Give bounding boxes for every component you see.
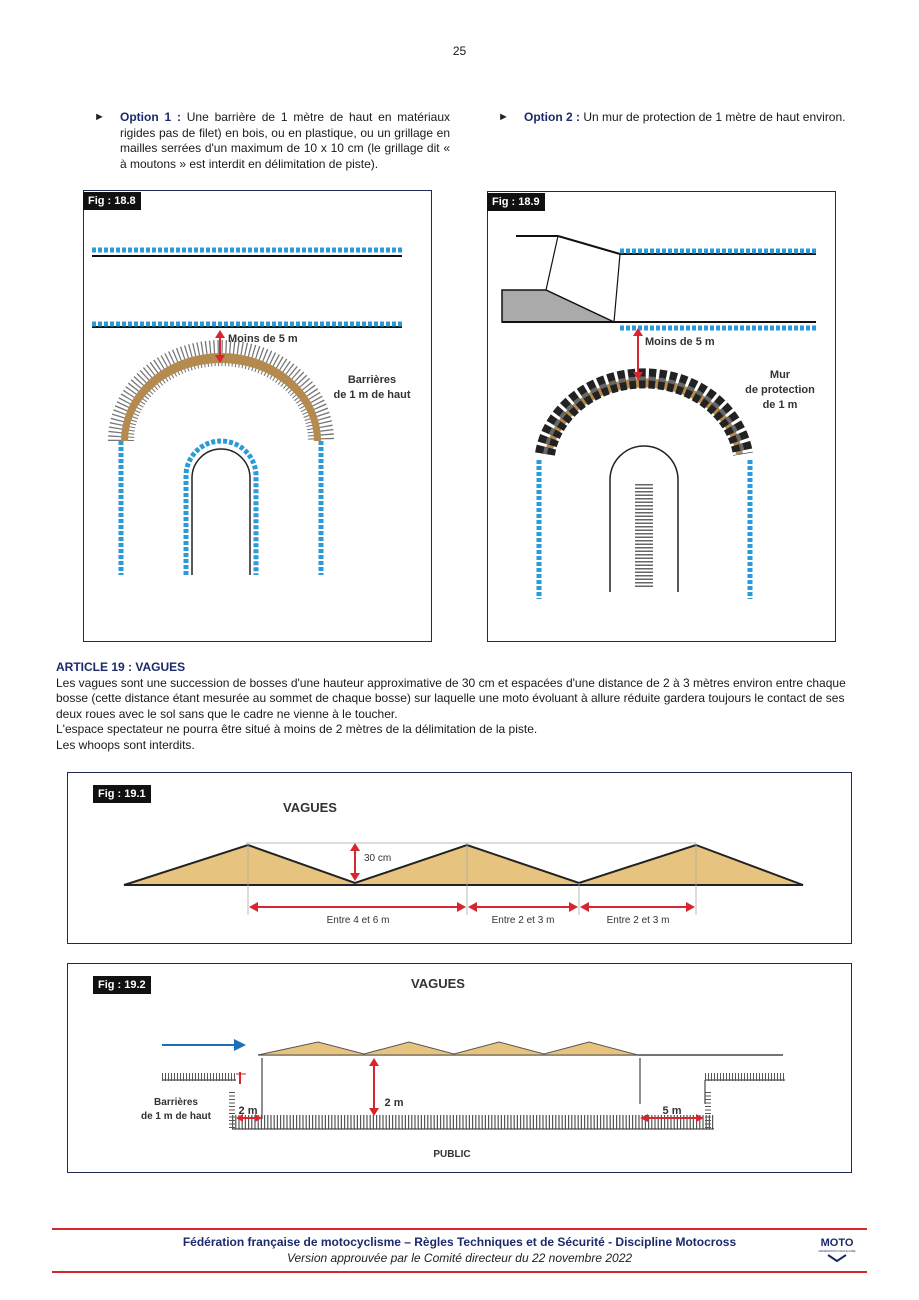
figure-19-1-drawing (68, 773, 850, 942)
barrier-label: de 1 m de haut (333, 389, 411, 401)
wave-profile (124, 845, 803, 885)
figure-18-9-drawing (488, 192, 834, 640)
dimension-label: Entre 2 et 3 m (491, 915, 555, 926)
figure-tag: Fig : 19.2 (93, 976, 151, 994)
distance-label: Moins de 5 m (645, 336, 715, 348)
option-2-label: Option 2 : (524, 110, 580, 124)
dimension-label: 5 m (662, 1105, 682, 1117)
figure-title: VAGUES (283, 800, 337, 815)
figure-19-2 (67, 963, 852, 1173)
height-label: 30 cm (364, 853, 392, 864)
barrier-label: Barrières (154, 1097, 198, 1108)
article-title: ARTICLE 19 : VAGUES (56, 660, 186, 674)
article-paragraph: Les vagues sont une succession de bosses d'une hauteur approximative de 30 cm et espacées d'une distance de 2 à 3 mètres environ entre chaque bosse (cette distance étant mesurée au sommet de chaque bosse) sur laquelle une moto évoluant à allure réduite gardera toujours le contact de ses deux roues avec le sol sans que le cadre ne vienne à le toucher. (56, 675, 846, 721)
article-19 (56, 660, 864, 754)
wall-label: de 1 m (762, 399, 798, 411)
figure-18-9 (487, 191, 836, 642)
option-1-label: Option 1 : (120, 110, 181, 124)
direction-arrow-icon (234, 1039, 246, 1051)
dimension-label: 2 m (384, 1097, 404, 1109)
bullet-arrow-icon: ► (498, 111, 509, 123)
footer-title: Fédération française de motocyclisme – Règles Techniques et de Sécurité - Discipline Motocross (182, 1235, 737, 1249)
footer-rule-bottom (52, 1271, 867, 1273)
article-paragraph: L'espace spectateur ne pourra être situé à moins de 2 mètres de la délimitation de la piste. (56, 722, 538, 737)
figure-tag: Fig : 19.1 (93, 785, 151, 803)
option-2-text: Un mur de protection de 1 mètre de haut environ. (583, 110, 846, 124)
figure-tag: Fig : 18.9 (487, 193, 545, 211)
option-1 (94, 110, 450, 174)
logo-subtext: FÉDÉRATION FRANÇAISE (818, 1249, 856, 1253)
ffm-logo-graphic (814, 1234, 860, 1264)
footer (52, 1235, 867, 1265)
dimension-label: Entre 2 et 3 m (606, 915, 670, 926)
page-number: 25 (452, 44, 467, 58)
logo-text: MOTO (820, 1237, 854, 1249)
barrier-label: Barrières (347, 374, 397, 386)
article-paragraph: Les whoops sont interdits. (56, 737, 195, 752)
figure-18-8-drawing (84, 191, 430, 640)
distance-label: Moins de 5 m (228, 333, 298, 345)
footer-version: Version approuvée par le Comité directeur du 22 novembre 2022 (286, 1251, 633, 1265)
option-1-text: Une barrière de 1 mètre de haut en matériaux rigides pas de filet) en bois, ou en plastique, ou un grillage en mailles serrées d'un maximum de 10 x 10 cm (le grillage dit « à moutons » est interdit en délimitation de piste). (120, 110, 450, 171)
dimension-label: Entre 4 et 6 m (326, 915, 390, 926)
wall-label: Mur (769, 369, 791, 381)
figure-19-1 (67, 772, 852, 944)
figure-18-8 (83, 190, 432, 642)
dimension-label: 2 m (238, 1105, 258, 1117)
figure-19-2-drawing (68, 964, 850, 1171)
footer-rule-top (52, 1228, 867, 1230)
figure-title: VAGUES (411, 976, 465, 991)
barrier-label: de 1 m de haut (140, 1111, 212, 1122)
ffm-logo (814, 1234, 860, 1264)
option-2 (498, 110, 856, 144)
figure-tag: Fig : 18.8 (83, 192, 141, 210)
public-label: PUBLIC (433, 1149, 471, 1160)
bullet-arrow-icon: ► (94, 111, 105, 123)
wall-label: de protection (745, 384, 815, 396)
